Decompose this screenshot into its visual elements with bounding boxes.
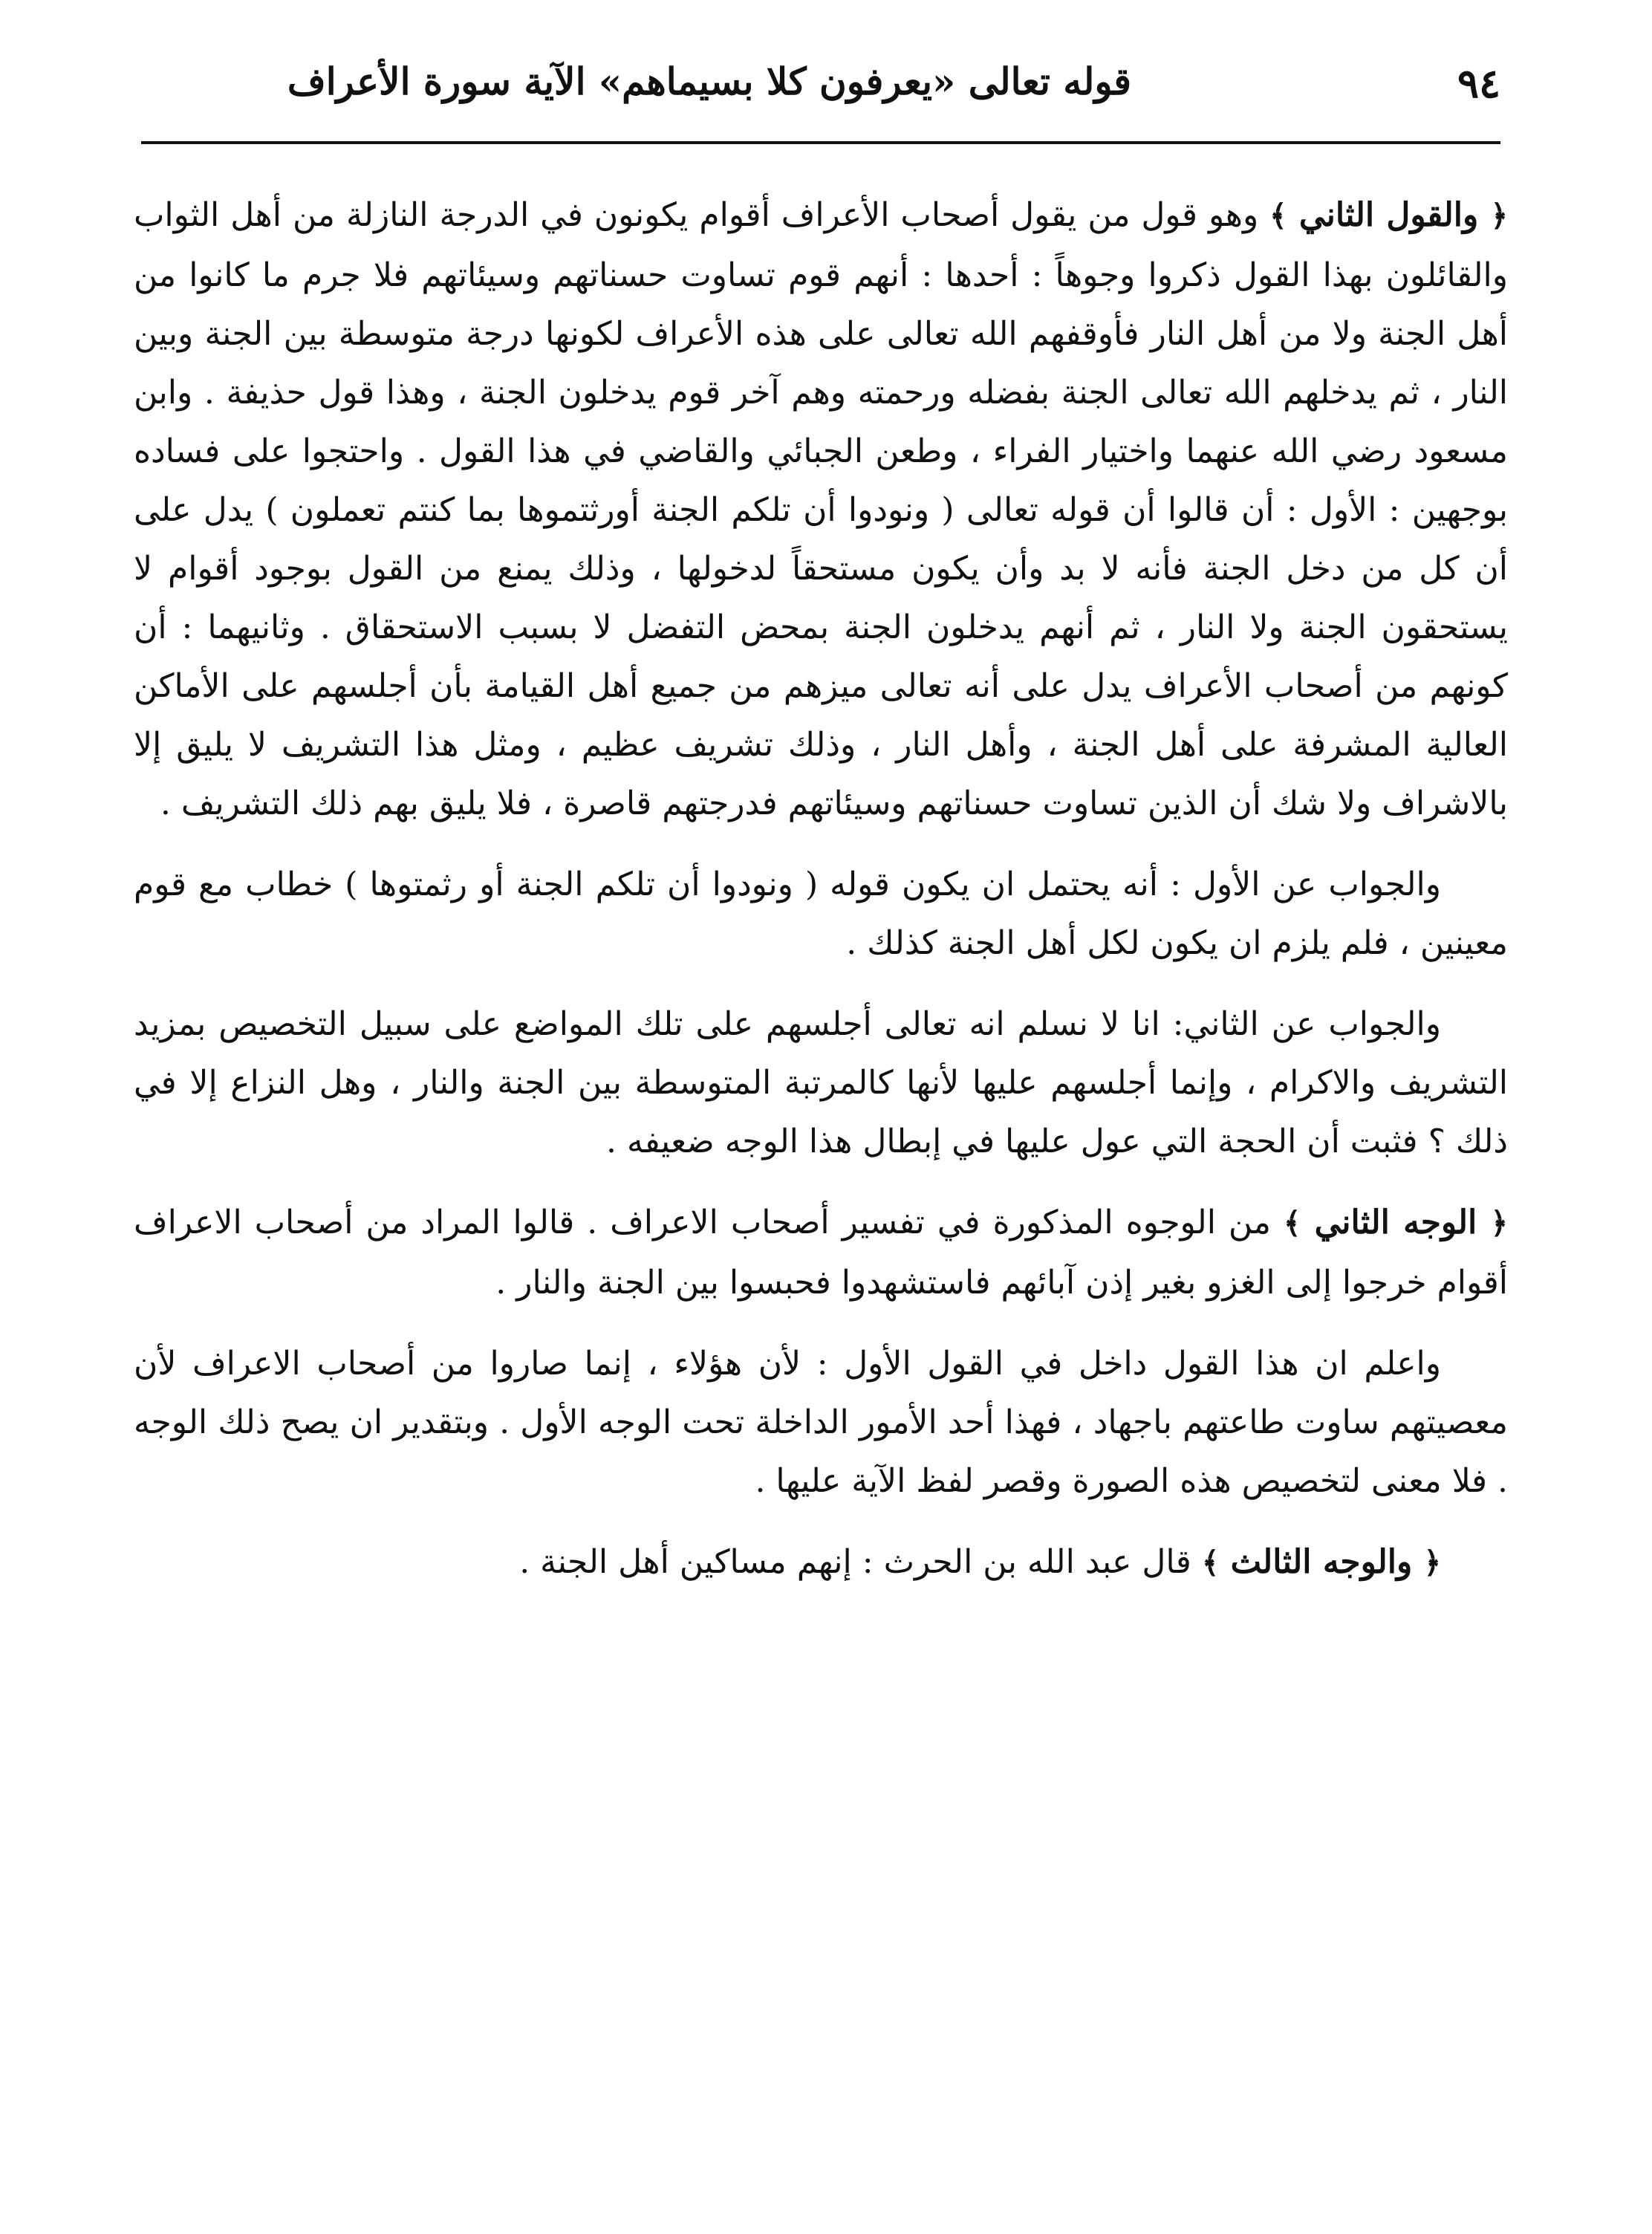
ornament-open: ﴿ [1490,1207,1508,1241]
paragraph-second-aspect [134,1193,1508,1312]
ornament-open: ﴿ [1490,199,1508,233]
paragraph-text: من الوجوه المذكورة في تفسير أصحاب الاعراف . قالوا المراد من أصحاب الاعراف أقوام خرجوا إلى الغزو بغير إذن آبائهم فاستشهدوا فحبسوا بين الجنة والنار . [134,1204,1508,1302]
page-number: ٩٤ [1457,59,1500,107]
paragraph-text: وهو قول من يقول أصحاب الأعراف أقوام يكونون في الدرجة النازلة من أهل الثواب والقائلون بهذا القول ذكروا وجوهاً : أحدها : أنهم قوم تساوت حسناتهم وسيئاتهم فلا جرم ما كانوا من أهل الجنة ولا من أهل النار فأوقفهم الله تعالى على هذه الأعراف لكونها درجة متوسطة بين الجنة وبين النار ، ثم يدخلهم الله تعالى الجنة بفضله ورحمته وهم آخر قوم يدخلون الجنة ، وهذا قول حذيفة . وابن مسعود رضي الله عنهما واختيار الفراء ، وطعن الجبائي والقاضي في هذا القول . واحتجوا على فساده بوجهين : الأول : أن قالوا أن قوله تعالى ( ونودوا أن تلكم الجنة أورثتموها بما كنتم تعملون ) يدل على أن كل من دخل الجنة فأنه لا بد وأن يكون مستحقاً لدخولها ، وذلك يمنع من القول بوجود أقوام لا يستحقون الجنة ولا النار ، ثم أنهم يدخلون الجنة بمحض التفضل لا بسبب الاستحقاق . وثانيهما : أن كونهم من أصحاب الأعراف يدل على أنه تعالى ميزهم من جميع أهل القيامة بأن أجلسهم على الأماكن العالية المشرفة على أهل الجنة ، وأهل النار ، وذلك تشريف عظيم ، ومثل هذا التشريف لا يليق إلا بالاشراف ولا شك أن الذين تساوت حسناتهم وسيئاتهم فدرجتهم قاصرة ، فلا يليق بهم ذلك التشريف . [134,196,1509,822]
inline-heading [1269,196,1508,234]
ornament-open: ﴿ [1423,1546,1441,1580]
ornament-close: ﴾ [1201,1546,1220,1580]
inline-heading [1284,1204,1508,1241]
paragraph-answer-first [134,855,1508,972]
inline-heading [1202,1543,1441,1581]
heading-text: والوجه الثالث [1230,1543,1413,1581]
paragraph-second-opinion [134,186,1508,833]
heading-text: والقول الثاني [1298,196,1479,234]
heading-text: الوجه الثاني [1314,1204,1477,1241]
paragraph-third-aspect [134,1533,1508,1593]
page-header [141,52,1500,134]
ornament-close: ﴾ [1283,1207,1301,1241]
paragraph-text: قال عبد الله بن الحرث : إنهم مساكين أهل الجنة . [519,1543,1191,1581]
header-rule [141,141,1500,144]
paragraph-answer-second [134,995,1508,1171]
paragraph-know [134,1334,1508,1510]
body-text [134,186,1508,1615]
paragraph-text: والجواب عن الأول : أنه يحتمل ان يكون قوله ( ونودوا أن تلكم الجنة أو رثمتوها ) خطاب مع قوم معينين ، فلم يلزم ان يكون لكل أهل الجنة كذلك . [134,866,1508,962]
ornament-close: ﴾ [1269,199,1287,233]
paragraph-text: والجواب عن الثاني: انا لا نسلم انه تعالى أجلسهم على تلك المواضع على سبيل التخصيص بمزيد التشريف والاكرام ، وإنما أجلسهم عليها لأنها كالمرتبة المتوسطة بين الجنة والنار ، وهل النزاع إلا في ذلك ؟ فثبت أن الحجة التي عول عليها في إبطال هذا الوجه ضعيفه . [134,1005,1508,1160]
running-title: قوله تعالى «يعرفون كلا بسيماهم» الآية سورة الأعراف [287,59,1132,103]
paragraph-text: واعلم ان هذا القول داخل في القول الأول : لأن هؤلاء ، إنما صاروا من أصحاب الاعراف لأن معصيتهم ساوت طاعتهم باجهاد ، فهذا أحد الأمور الداخلة تحت الوجه الأول . وبتقدير ان يصح ذلك الوجه . فلا معنى لتخصيص هذه الصورة وقصر لفظ الآية عليها . [134,1345,1508,1500]
